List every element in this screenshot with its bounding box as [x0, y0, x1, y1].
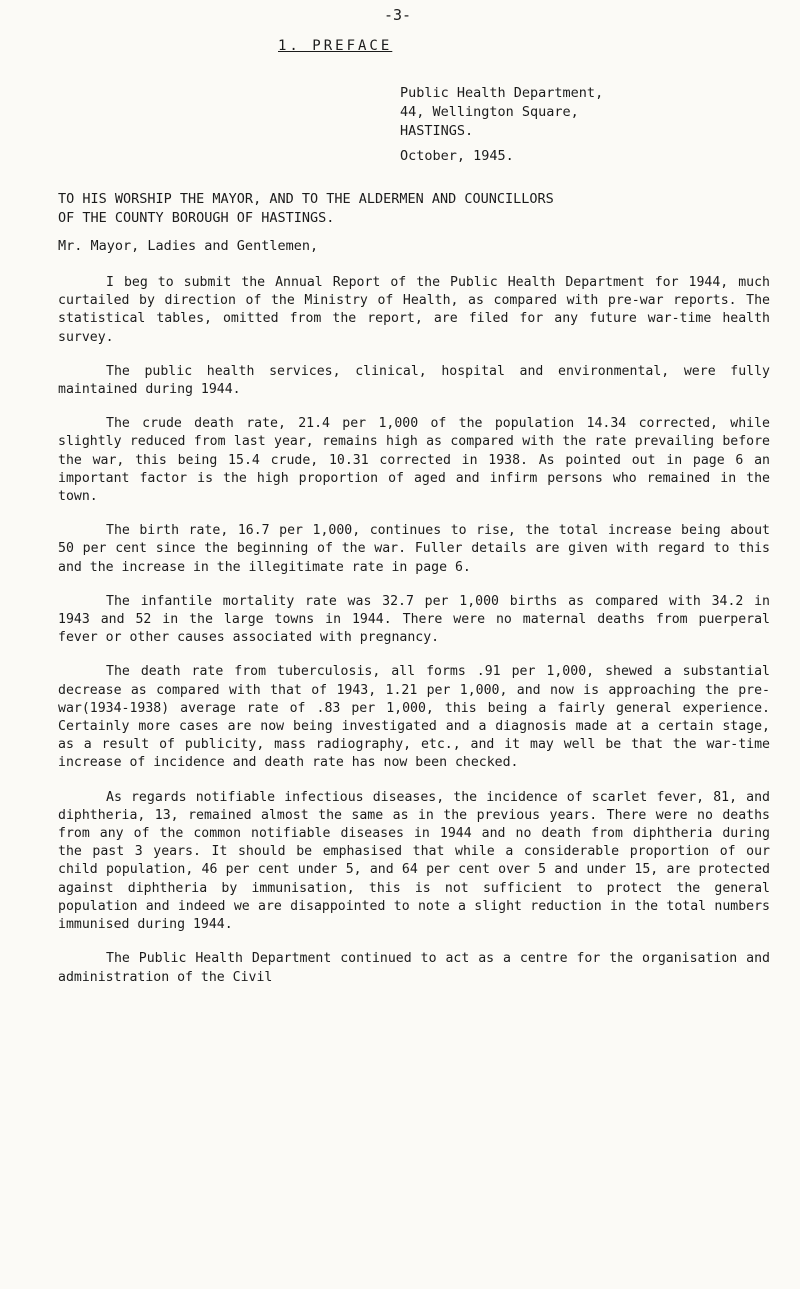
address-line-street: 44, Wellington Square, — [400, 104, 579, 120]
address-line-department: Public Health Department, — [400, 85, 604, 101]
addressee — [58, 190, 758, 228]
address-line-town: HASTINGS. — [400, 123, 474, 139]
addressee-line-1: TO HIS WORSHIP THE MAYOR, AND TO THE ALDERMEN AND COUNCILLORS — [58, 191, 554, 207]
paragraph-birth-rate: The birth rate, 16.7 per 1,000, continues to rise, the total increase being about 50 per cent since the beginning of the war. Fuller details are given with regard to this and the increase in the illegitimate rate in page 6. — [58, 523, 770, 575]
report-body — [58, 274, 770, 987]
paragraph-infant-mortality: The infantile mortality rate was 32.7 per 1,000 births as compared with 34.2 in 1943 and 52 in the large towns in 1944. There were no maternal deaths from puerperal fever or other causes associated with pregnancy. — [58, 593, 770, 646]
paragraph-intro: I beg to submit the Annual Report of the Public Health Department for 1944, much curtailed by direction of the Ministry of Health, as compared with pre-war reports. The statistical tables, omitted from the report, are filed for any future war-time health survey. — [58, 275, 770, 345]
paragraph-infectious-diseases: As regards notifiable infectious diseases, the incidence of scarlet fever, 81, and diphtheria, 13, remained almost the same as in the previous years. There were no deaths from any of the common notifiable diseases in 1944 and no death from diphtheria during the past 3 years. It should be emphasised that while a considerable proportion of our child population, 46 per cent under 5, and 64 per cent over 5 and under 15, are protected against diphtheria by immunisation, this is not sufficient to protect the general population and indeed we are disappointed to note a slight reduction in the total numbers immunised during 1944. — [58, 789, 770, 933]
sender-address — [400, 84, 603, 141]
section-heading: 1. PREFACE — [278, 38, 393, 54]
paragraph-tuberculosis: The death rate from tuberculosis, all forms .91 per 1,000, shewed a substantial decrease as compared with that of 1943, 1.21 per 1,000, and now is approaching the pre-war(1934-1938) average rate of .83 per 1,000, this being a fairly general experience. Certainly more cases are now being investigated and a diagnosis made at a certain stage, as a result of publicity, mass radiography, etc., and it may well be that the war-time increase of incidence and death rate has now been checked. — [58, 664, 770, 771]
salutation: Mr. Mayor, Ladies and Gentlemen, — [58, 238, 319, 254]
letter-date: October, 1945. — [400, 148, 514, 164]
page-number: -3- — [384, 6, 412, 24]
addressee-line-2: OF THE COUNTY BOROUGH OF HASTINGS. — [58, 210, 335, 226]
paragraph-civil-defence: The Public Health Department continued to act as a centre for the organisation and administration of the Civil — [58, 951, 770, 985]
paragraph-services: The public health services, clinical, hospital and environmental, were fully maintained during 1944. — [58, 363, 770, 398]
paragraph-death-rate: The crude death rate, 21.4 per 1,000 of the population 14.34 corrected, while slightly reduced from last year, remains high as compared with the rate prevailing before the war, this being 15.4 crude, 10.31 corrected in 1938. As pointed out in page 6 an important factor is the high proportion of aged and infirm persons who remained in the town. — [58, 416, 770, 505]
